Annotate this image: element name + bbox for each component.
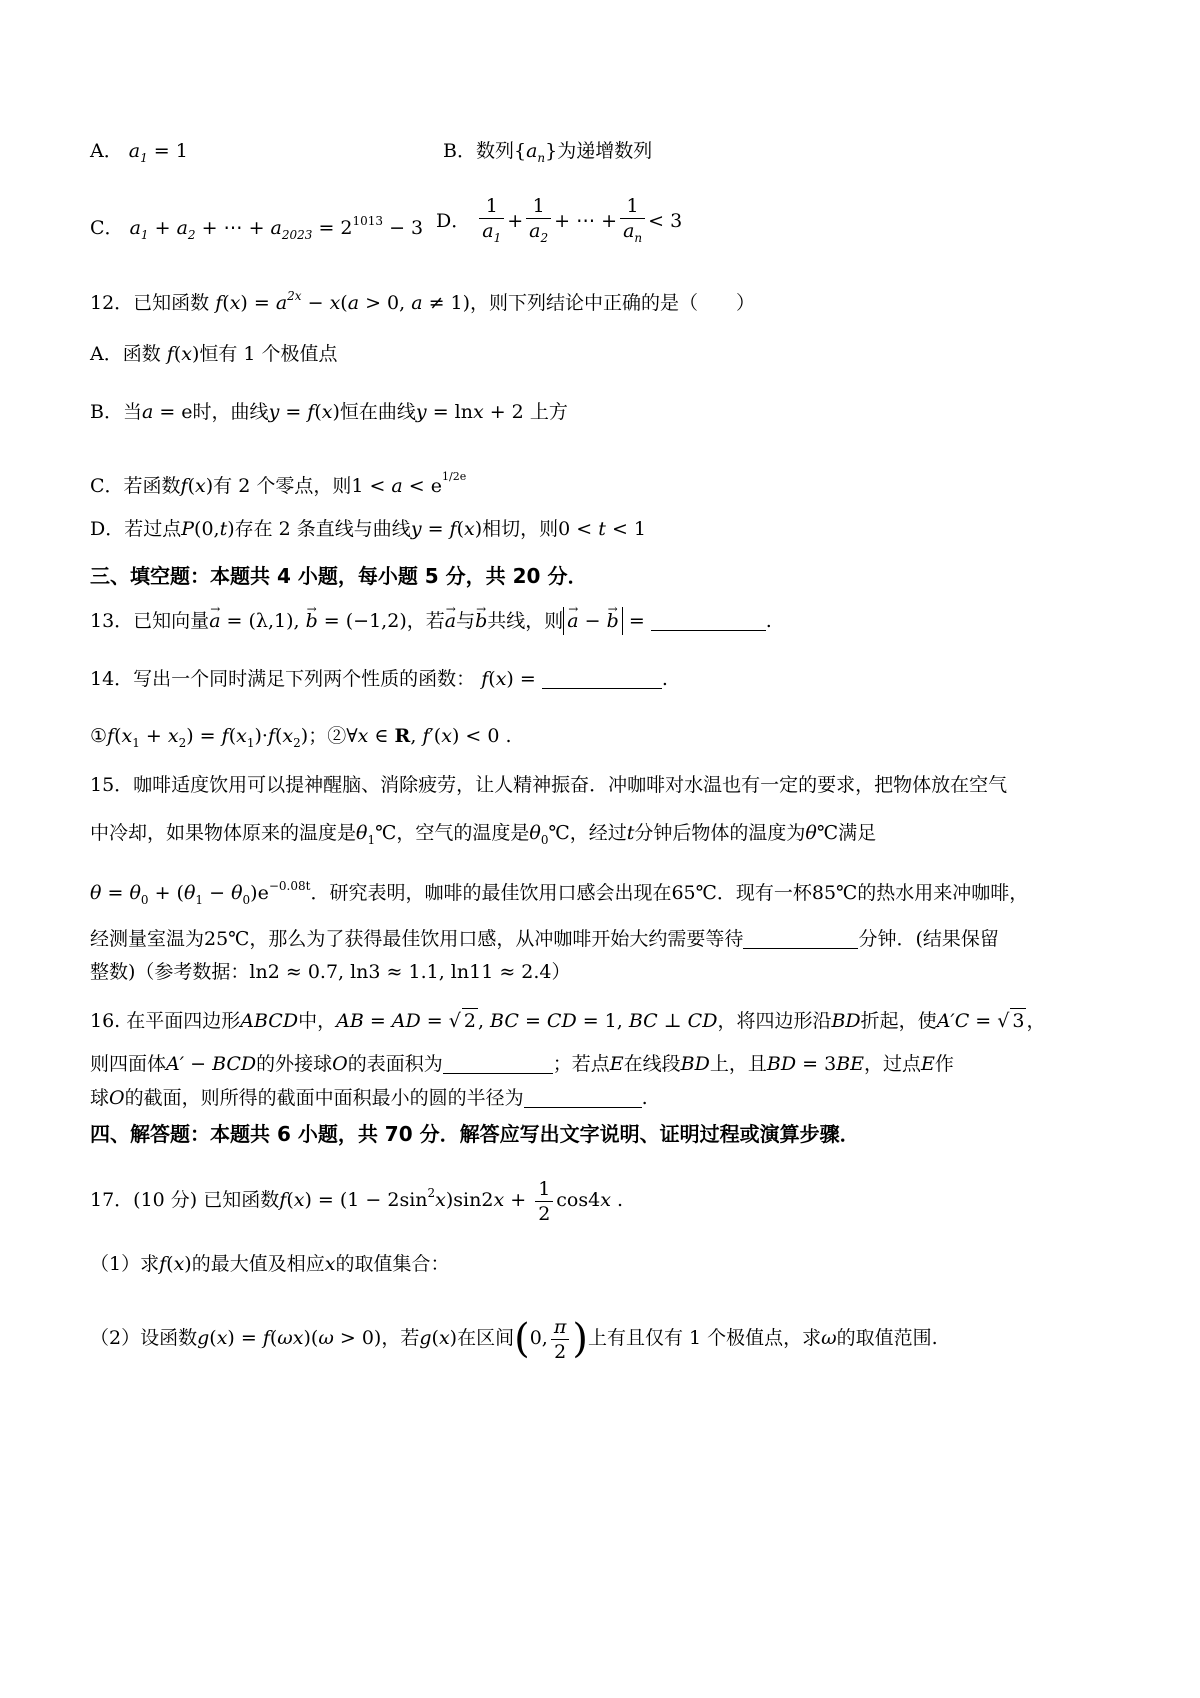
question-text: 分钟后物体的温度为 — [634, 822, 806, 844]
question-text: 的表面积为 — [347, 1053, 443, 1075]
question-text: 12．已知函数 — [90, 292, 210, 314]
option-text: 为递增数列 — [557, 140, 653, 162]
question-text: 作 — [934, 1053, 954, 1075]
option-text: 时，曲线 — [192, 401, 269, 423]
answer-blank — [542, 687, 662, 689]
q12-stem: 12．已知函数 $f(x) = a^{2x} - x(a > 0$, a ≠ 1)，则下列结论中正确的是（ ） — [90, 289, 756, 314]
q16-line1: 16. 在平面四边形ABCD中，AB = AD = √ 2 , BC = CD = 1, BC ⊥ CD，将四边形沿BD折起，使A′C = √ 3 ， — [90, 1010, 1046, 1032]
answer-blank — [651, 629, 766, 631]
question-text: 14．写出一个同时满足下列两个性质的函数： — [90, 668, 476, 690]
answer-blank — [524, 1106, 642, 1108]
question-text: 中， — [298, 1010, 337, 1032]
q12-option-d: D．若过点P(0,t)存在 2 条直线与曲线y = f(x)相切，则0 < t < 1 — [90, 518, 646, 540]
question-text: 16. 在平面四边形 — [90, 1010, 241, 1032]
question-text: ，过点 — [864, 1053, 922, 1075]
q12-option-a: A．函数 f(x)恒有 1 个极值点 — [90, 343, 338, 365]
property-marker: ① — [90, 725, 108, 747]
question-text: 的外接球 — [256, 1053, 333, 1075]
q13: 13．已知向量→ a = (λ,1), → b = (−1,2)，若→ a与→ b共线，则→ a − → b = . — [90, 607, 772, 635]
question-text: 中冷却，如果物体原来的温度是 — [90, 822, 357, 844]
option-text: 恒有 1 个极值点 — [199, 343, 338, 365]
question-text: ；若点 — [552, 1053, 610, 1075]
question-text: 则四面体 — [90, 1053, 167, 1075]
option-label: D． — [436, 210, 471, 232]
question-text: 的取值范围. — [836, 1327, 938, 1349]
answer-blank — [443, 1072, 553, 1074]
answer-blank — [743, 947, 858, 949]
question-text: 球 — [90, 1087, 110, 1109]
option-label: C． — [90, 217, 124, 239]
math-expr: $a_1$ — [128, 140, 148, 165]
option-label: A． — [90, 140, 123, 162]
property-marker: ；② — [308, 725, 347, 747]
question-text: ，若 — [406, 610, 445, 632]
q11-option-a: A． $a_1 = 1$ — [90, 140, 188, 165]
q15-line2: 中冷却，如果物体原来的温度是$\theta_1℃$，空气的温度是$\theta_0℃$，经过t分钟后物体的温度为θ℃满足 — [90, 822, 877, 847]
q15-line1: 15．咖啡适度饮用可以提神醒脑、消除疲劳，让人精神振奋．冲咖啡对水温也有一定的要求，把物体放在空气 — [90, 774, 1008, 796]
question-text: 折起，使 — [860, 1010, 937, 1032]
q12-option-c: C．若函数f(x)有 2 个零点，则$1 < a < e^{1/2e}$ — [90, 470, 467, 497]
option-text: 有 2 个零点，则 — [213, 475, 352, 497]
question-text: 经测量室温为25℃，那么为了获得最佳饮用口感，从冲咖啡开始大约需要等待 — [90, 928, 744, 950]
option-text: 恒在曲线 — [339, 401, 416, 423]
q14-properties: $①f(x_1 + x_2) = f(x_1)\cdot f(x_2)$；②∀x ∈ R, f′(x) < 0 . — [90, 725, 512, 750]
question-text: ℃满足 — [816, 822, 877, 844]
q12-option-b: B．当a = e时，曲线y = f(x)恒在曲线y = lnx + 2 上方 — [90, 401, 568, 423]
option-text: C．若函数 — [90, 475, 181, 497]
section-heading-fill-blank: 三、填空题：本题共 4 小题，每小题 5 分，共 20 分． — [90, 564, 588, 588]
q15-line3: $\theta = \theta_0 + (\theta_1 - \theta_0)e^{-0.08t}$．研究表明，咖啡的最佳饮用口感会出现在65℃．现有一杯85℃的热水用来冲咖啡， — [90, 879, 1029, 907]
option-text: 上方 — [529, 401, 568, 423]
question-text: ，将四边形沿 — [717, 1010, 832, 1032]
question-text: 共线，则 — [487, 610, 564, 632]
question-text: 的截面，则所得的截面中面积最小的圆的半径为 — [124, 1087, 524, 1109]
question-text: 上有且仅有 1 个极值点，求 — [587, 1327, 822, 1349]
q11-option-d: D． $\frac{1}{a_1}$ + $\frac{1}{a_2}$ + ⋯ + $\frac{1}{a_n}$ < 3 — [436, 195, 683, 245]
q17-stem: 17．(10 分) 已知函数$f(x) = (1 - 2\sin^2x)\sin 2x$ + $\frac{1}{2}$ cos4x . — [90, 1177, 624, 1225]
question-text: ，若 — [381, 1327, 420, 1349]
q17-part2: （2）设函数g(x) = f(ωx)(ω > 0)，若g(x)在区间(0, $\frac{\pi}{2}$ )上有且仅有 1 个极值点，求ω的取值范围. — [90, 1315, 938, 1363]
option-text: A．函数 — [90, 343, 161, 365]
question-text: 的最大值及相应 — [191, 1253, 325, 1275]
question-text: 在区间 — [457, 1327, 515, 1349]
question-text: 的取值集合： — [335, 1253, 450, 1275]
option-text: 相切，则 — [482, 518, 559, 540]
question-text: ℃，经过 — [548, 822, 627, 844]
q11-option-c: C． $a_1 + a_2$ + ⋯ + $a_{2023} = 2^{1013} - 3$ — [90, 214, 424, 242]
question-text: 上，且 — [709, 1053, 767, 1075]
option-text: D．若过点 — [90, 518, 182, 540]
question-text: 与 — [456, 610, 476, 632]
q16-line2: 则四面体A′ − BCD的外接球O的表面积为 ；若点E在线段BD上，且BD = 3BE，过点E作 — [90, 1053, 954, 1075]
question-text: 17．(10 分) 已知函数 — [90, 1189, 280, 1211]
q14: 14．写出一个同时满足下列两个性质的函数： f(x) = . — [90, 668, 668, 690]
q11-option-b: B．数列$\{a_n\}$为递增数列 — [443, 140, 653, 165]
question-text: ℃，空气的温度是 — [375, 822, 530, 844]
option-label: B． — [443, 140, 476, 162]
question-text: （1）求 — [90, 1253, 160, 1275]
question-text: ，则下列结论中正确的是（ ） — [470, 292, 756, 314]
q16-line3: 球O的截面，则所得的截面中面积最小的圆的半径为 . — [90, 1087, 648, 1109]
q17-part1: （1）求f(x)的最大值及相应x的取值集合： — [90, 1253, 450, 1275]
question-text: 分钟．(结果保留 — [858, 928, 999, 950]
option-text: 数列 — [475, 140, 514, 162]
question-text: 在线段 — [623, 1053, 681, 1075]
q15-line5: 整数)（参考数据：ln2 ≈ 0.7, ln3 ≈ 1.1, ln11 ≈ 2.4） — [90, 961, 571, 983]
section-heading-solutions: 四、解答题：本题共 6 小题，共 70 分．解答应写出文字说明、证明过程或演算步骤． — [90, 1122, 860, 1146]
question-text: ．研究表明，咖啡的最佳饮用口感会出现在65℃．现有一杯85℃的热水用来冲咖啡， — [310, 882, 1029, 904]
question-text: 13．已知向量 — [90, 610, 210, 632]
question-text: （2）设函数 — [90, 1327, 198, 1349]
option-text: 存在 2 条直线与曲线 — [234, 518, 411, 540]
q15-line4 — [90, 925, 999, 953]
option-text: B．当 — [90, 401, 142, 423]
